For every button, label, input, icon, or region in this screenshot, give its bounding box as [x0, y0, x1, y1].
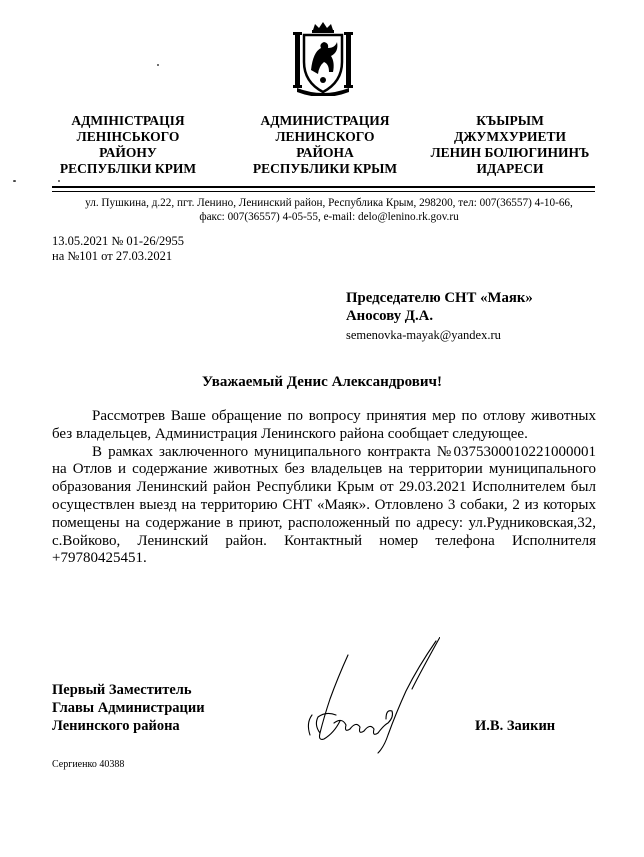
scan-speck: [157, 64, 159, 66]
header-ru-line: АДМИНИСТРАЦИЯ: [260, 113, 390, 128]
header-ua-line: АДМІНІСТРАЦІЯ: [71, 113, 185, 128]
recipient-email: semenovka-mayak@yandex.ru: [346, 328, 501, 342]
recipient-block: [346, 289, 533, 344]
greeting: Уважаемый Денис Александрович!: [202, 374, 442, 390]
header-ct-line: ЛЕНИН БОЛЮГИНИНЪ: [430, 145, 590, 160]
signatory-name: И.В. Заикин: [475, 718, 556, 734]
recipient-position: Председателю СНТ «Маяк»: [346, 290, 533, 306]
recipient-name: Аносову Д.А.: [346, 308, 434, 324]
header-ru-line: РАЙОНА: [296, 145, 354, 160]
signatory-title-line: Главы Администрации: [52, 700, 205, 716]
header-divider-thick: [52, 186, 595, 188]
header-ru-line: ЛЕНИНСКОГО: [275, 129, 375, 144]
document-reference: [52, 234, 184, 264]
outgoing-number: 13.05.2021 № 01-26/2955: [52, 234, 185, 248]
header-ua-line: РЕСПУБЛІКИ КРИМ: [59, 161, 197, 176]
header-ua-line: РАЙОНУ: [99, 145, 157, 160]
address-line: ул. Пушкина, д.22, пгт. Ленино, Ленинский район, Республика Крым, 298200, тел: 007(36557) 4-10-66,: [85, 197, 573, 209]
executor-info: Сергиенко 40388: [52, 759, 125, 770]
header-ct-line: ИДАРЕСИ: [476, 161, 544, 176]
address-line: факс: 007(36557) 4-05-55, e-mail: delo@lenino.rk.gov.ru: [199, 211, 459, 223]
header-ukrainian: [42, 113, 214, 177]
header-ru-line: РЕСПУБЛИКИ КРЫМ: [252, 161, 398, 176]
scan-speck: [13, 180, 16, 182]
header-russian: [244, 113, 406, 177]
header-divider-thin: [52, 191, 595, 192]
body-paragraph: В рамках заключенного муниципального контракта №0375300010221000001 на Отлов и содержание животных без владельцев на территории муниципального образования Ленинский район Республики Крым от 29.03.2021 Исполнителем был осуществлен выезд на территорию СНТ «Маяк». Отловлено 3 собаки, 2 из которых помещены на содержание в приют, расположенный по адресу: ул.Рудниковская,32, с.Войково, Ленинский район. Контактный номер телефона Исполнителя +79780425451.: [52, 443, 596, 567]
organization-address: [66, 196, 592, 224]
coat-of-arms-icon: [291, 22, 355, 96]
incoming-number: на №101 от 27.03.2021: [52, 249, 173, 263]
signatory-title-line: Ленинского района: [52, 718, 180, 734]
signatory-title-line: Первый Заместитель: [52, 682, 192, 698]
header-ua-line: ЛЕНІНСЬКОГО: [76, 129, 180, 144]
signatory-title: [52, 681, 205, 735]
header-ct-line: КЪЫРЫМ: [476, 113, 544, 128]
scan-speck: [58, 180, 60, 182]
header-ct-line: ДЖУМХУРИЕТИ: [453, 129, 566, 144]
header-crimean-tatar: [420, 113, 600, 177]
letter-body: [52, 408, 596, 568]
handwritten-signature: [290, 637, 440, 757]
body-paragraph: Рассмотрев Ваше обращение по вопросу принятия мер по отлову животных без владельцев, Администрация Ленинского района сообщает следующее.: [52, 408, 596, 442]
